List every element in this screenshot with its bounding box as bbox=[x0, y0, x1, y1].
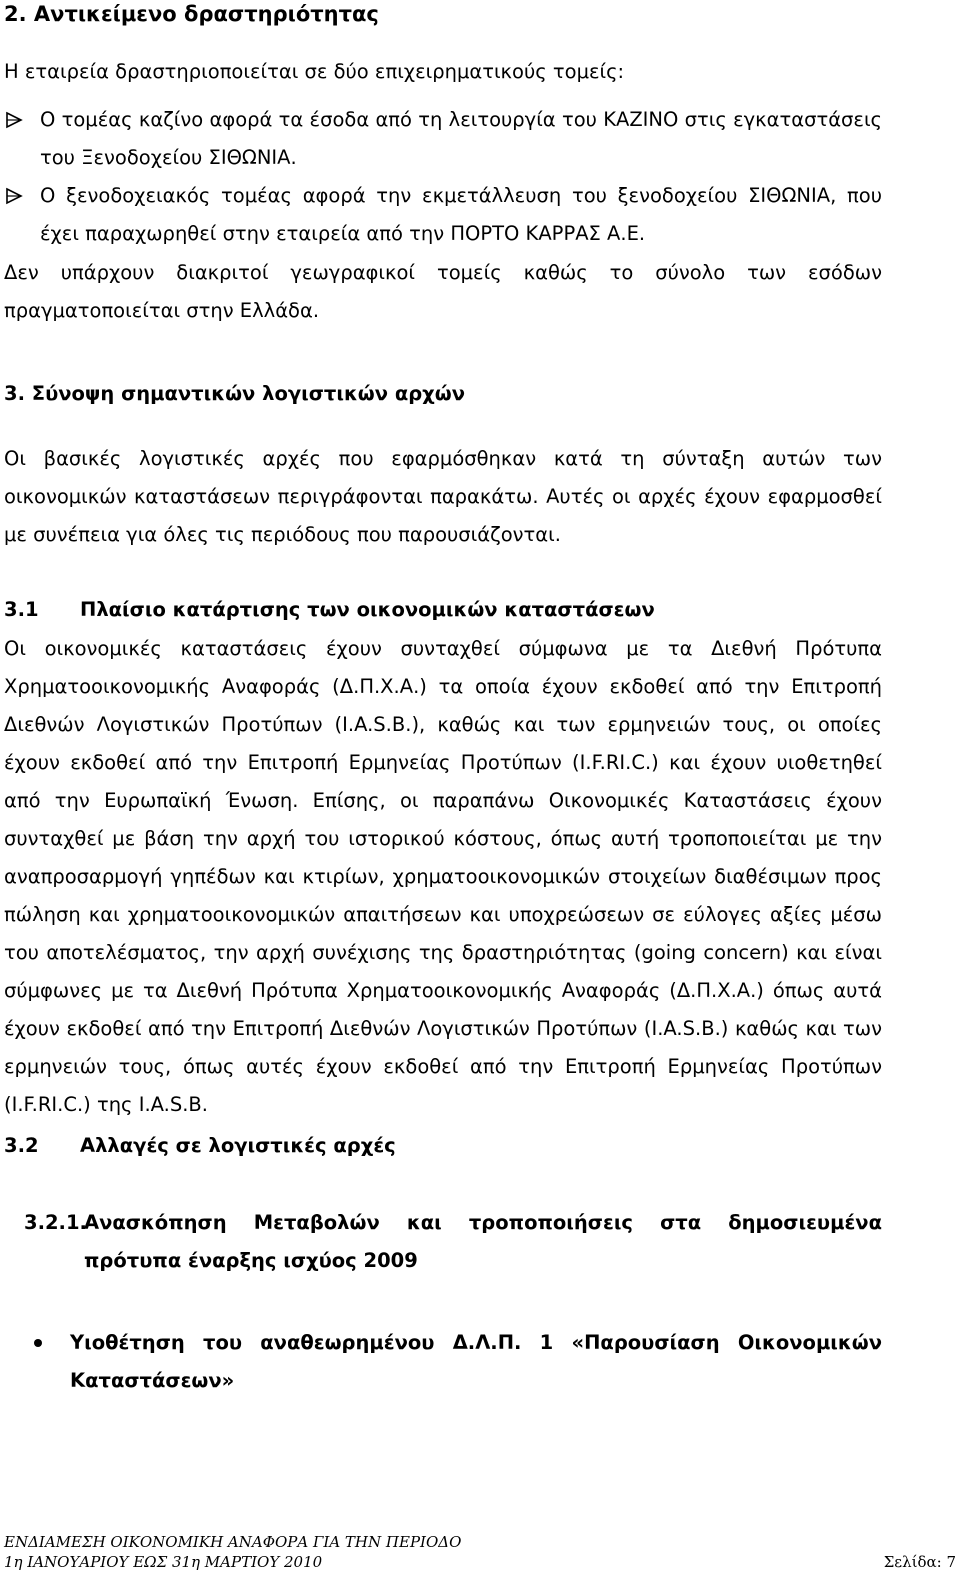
section-3-1-body: Οι οικονομικές καταστάσεις έχουν συνταχθεί σύμφωνα με τα Διεθνή Πρότυπα Χρηματοοικονομικής Αναφοράς (Δ.Π.Χ.Α.) τα οποία έχουν εκδοθεί από την Επιτροπή Διεθνών Λογιστικών Προτύπων (I.A.S.B.), καθώς και των ερμηνειών τους, οι οποίες έχουν εκδοθεί από την Επιτροπή Ερμηνείας Προτύπων (I.F.RI.C.) και έχουν υιοθετηθεί από την Ευρωπαϊκή Ένωση. Επίσης, οι παραπάνω Οικονομικές Καταστάσεις έχουν συνταχθεί με βάση την αρχή του ιστορικού κόστους, όπως αυτή τροποποιείται με την αναπροσαρμογή γηπέδων και κτιρίων, χρηματοοικονομικών στοιχείων διαθέσιμων προς πώληση και χρηματοοικονομικών απαιτήσεων και υποχρεώσεων σε εύλογες αξίες μέσω του αποτελέσματος, την αρχή συνέχισης της δραστηριότητας (going concern) και είναι σύμφωνες με τα Διεθνή Πρότυπα Χρηματοοικονομικής Αναφοράς (Δ.Π.Χ.Α.) όπως αυτά έχουν εκδοθεί από την Επιτροπή Διεθνών Λογιστικών Προτύπων (I.A.S.B.) καθώς και των ερμηνειών τους, όπως αυτές έχουν εκδοθεί από την Επιτροπή Ερμηνείας Προτύπων (I.F.RI.C.) της I.A.S.B. bbox=[4, 637, 882, 1116]
list-item-text: Υιοθέτηση του αναθεωρημένου Δ.Λ.Π. 1 «Παρουσίαση Οικονομικών Καταστάσεων» bbox=[70, 1331, 882, 1392]
section-3-body: Οι βασικές λογιστικές αρχές που εφαρμόσθηκαν κατά τη σύνταξη αυτών των οικονομικών καταστάσεων περιγράφονται παρακάτω. Αυτές οι αρχές έχουν εφαρμοσθεί με συνέπεια για όλες τις περιόδους που παρουσιάζονται. bbox=[4, 447, 882, 546]
list-item-text: Ο ξενοδοχειακός τομέας αφορά την εκμετάλλευση του ξενοδοχείου ΣΙΘΩΝΙΑ, που έχει παραχωρηθεί στην εταιρεία από την ΠΟΡΤΟ ΚΑΡΡΑΣ Α.Ε. bbox=[40, 184, 882, 245]
section-3-1-title: Πλαίσιο κατάρτισης των οικονομικών καταστάσεων bbox=[80, 598, 655, 621]
section-2-intro: Η εταιρεία δραστηριοποιείται σε δύο επιχειρηματικούς τομείς: bbox=[4, 60, 625, 83]
list-item-text: Ο τομέας καζίνο αφορά τα έσοδα από τη λειτουργία του ΚΑΖΙΝΟ στις εγκαταστάσεις του Ξενοδοχείου ΣΙΘΩΝΙΑ. bbox=[40, 108, 882, 169]
bullet-dot-icon bbox=[34, 1339, 42, 1347]
arrow-bullet-icon bbox=[4, 177, 28, 215]
footer-period: 1η ΙΑΝΟΥΑΡΙΟΥ ΕΩΣ 31η ΜΑΡΤΙΟΥ 2010 bbox=[4, 1553, 323, 1571]
footer-title: ΕΝΔΙΑΜΕΣΗ ΟΙΚΟΝΟΜΙΚΗ ΑΝΑΦΟΡΑ ΓΙΑ ΤΗΝ ΠΕΡΙΟΔΟ bbox=[4, 1533, 462, 1551]
page-number: Σελίδα: 7 bbox=[883, 1553, 956, 1571]
section-3-2-title: Αλλαγές σε λογιστικές αρχές bbox=[80, 1134, 396, 1157]
section-3-2-1-title: Ανασκόπηση Μεταβολών και τροποποιήσεις στα δημοσιευμένα πρότυπα έναρξης ισχύος 2009 bbox=[84, 1211, 882, 1272]
arrow-bullet-icon bbox=[4, 101, 28, 139]
section-2-closing: Δεν υπάρχουν διακριτοί γεωγραφικοί τομείς καθώς το σύνολο των εσόδων πραγματοποιείται στην Ελλάδα. bbox=[4, 261, 882, 322]
section-3-2-number: 3.2 bbox=[4, 1134, 39, 1157]
section-3-1-number: 3.1 bbox=[4, 598, 39, 621]
section-3-2-1-number: 3.2.1. bbox=[24, 1211, 87, 1234]
section-2-heading: 2. Αντικείμενο δραστηριότητας bbox=[4, 2, 379, 26]
section-3-heading: 3. Σύνοψη σημαντικών λογιστικών αρχών bbox=[4, 382, 465, 405]
